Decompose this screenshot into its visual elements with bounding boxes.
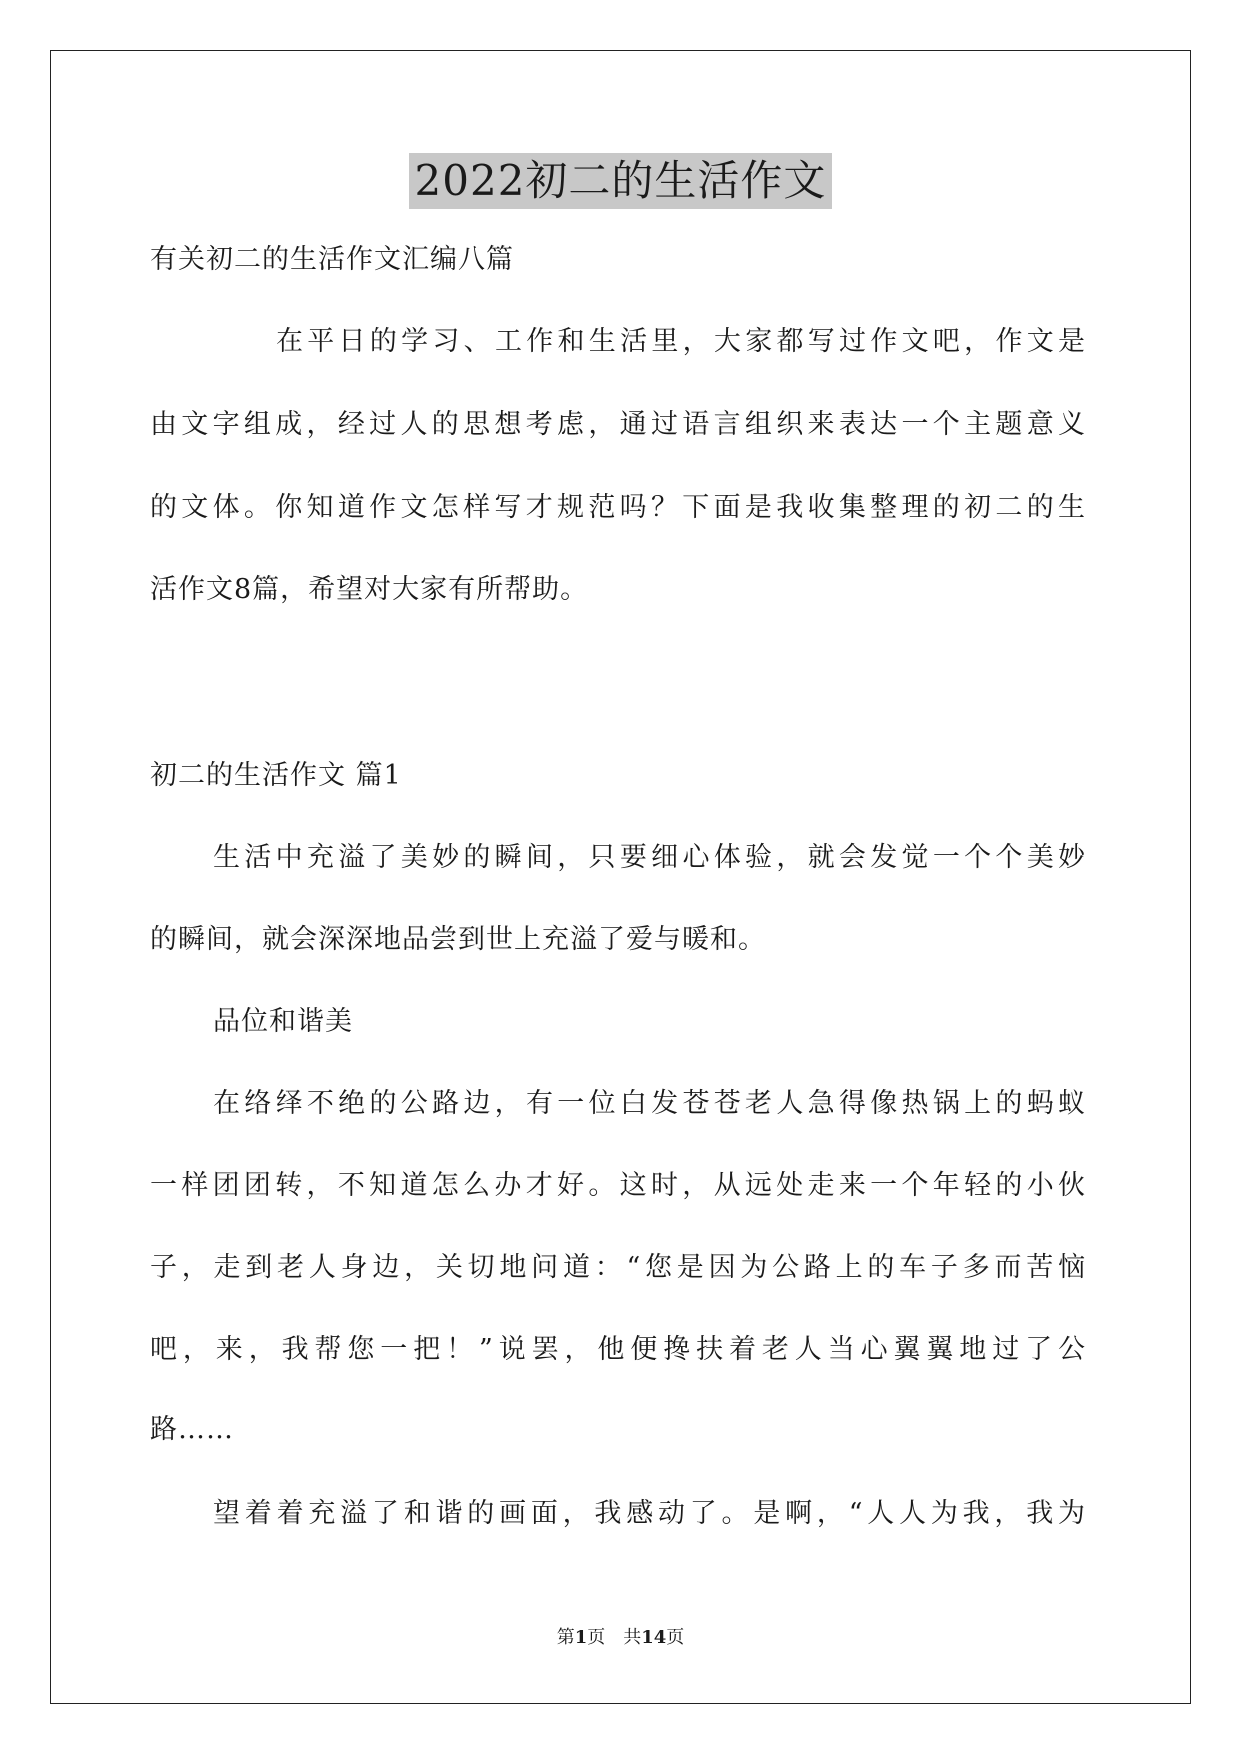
page-label-mid: 页 共 (587, 1627, 642, 1648)
paragraph-line: 望着着充溢了和谐的画面，我感动了。是啊，“人人为我，我为 (213, 1498, 1086, 1529)
document-subtitle: 有关初二的生活作文汇编八篇 (150, 244, 514, 275)
paragraph-line: 的瞬间，就会深深地品尝到世上充溢了爱与暖和。 (150, 924, 766, 955)
title-container (0, 153, 1241, 209)
intro-line: 由文字组成，经过人的思想考虑，通过语言组织来表达一个主题意义 (150, 409, 1086, 440)
intro-line: 的文体。你知道作文怎样写才规范吗？下面是我收集整理的初二的生 (150, 492, 1086, 523)
document-title: 2022初二的生活作文 (409, 153, 833, 209)
paragraph-line: 子，走到老人身边，关切地问道：“您是因为公路上的车子多而苦恼 (150, 1252, 1086, 1283)
page-label-suffix: 页 (666, 1627, 685, 1648)
paragraph-line: 一样团团转，不知道怎么办才好。这时，从远处走来一个年轻的小伙 (150, 1170, 1086, 1201)
total-pages: 14 (641, 1627, 667, 1648)
paragraph-line: 在络绎不绝的公路边，有一位白发苍苍老人急得像热锅上的蚂蚁 (213, 1088, 1086, 1119)
page-label-prefix: 第 (556, 1627, 575, 1648)
paragraph-line: 生活中充溢了美妙的瞬间，只要细心体验，就会发觉一个个美妙 (213, 842, 1086, 873)
section-heading: 初二的生活作文 篇1 (150, 760, 402, 791)
page-footer (0, 1626, 1241, 1650)
page-number: 1 (574, 1627, 588, 1648)
intro-line: 在平日的学习、工作和生活里，大家都写过作文吧，作文是 (276, 326, 1086, 357)
intro-line: 活作文8篇，希望对大家有所帮助。 (150, 574, 589, 605)
paragraph-line: 吧，来，我帮您一把！”说罢，他便搀扶着老人当心翼翼地过了公 (150, 1334, 1086, 1365)
paragraph-line: 路…… (150, 1414, 234, 1445)
subheading: 品位和谐美 (213, 1006, 353, 1037)
